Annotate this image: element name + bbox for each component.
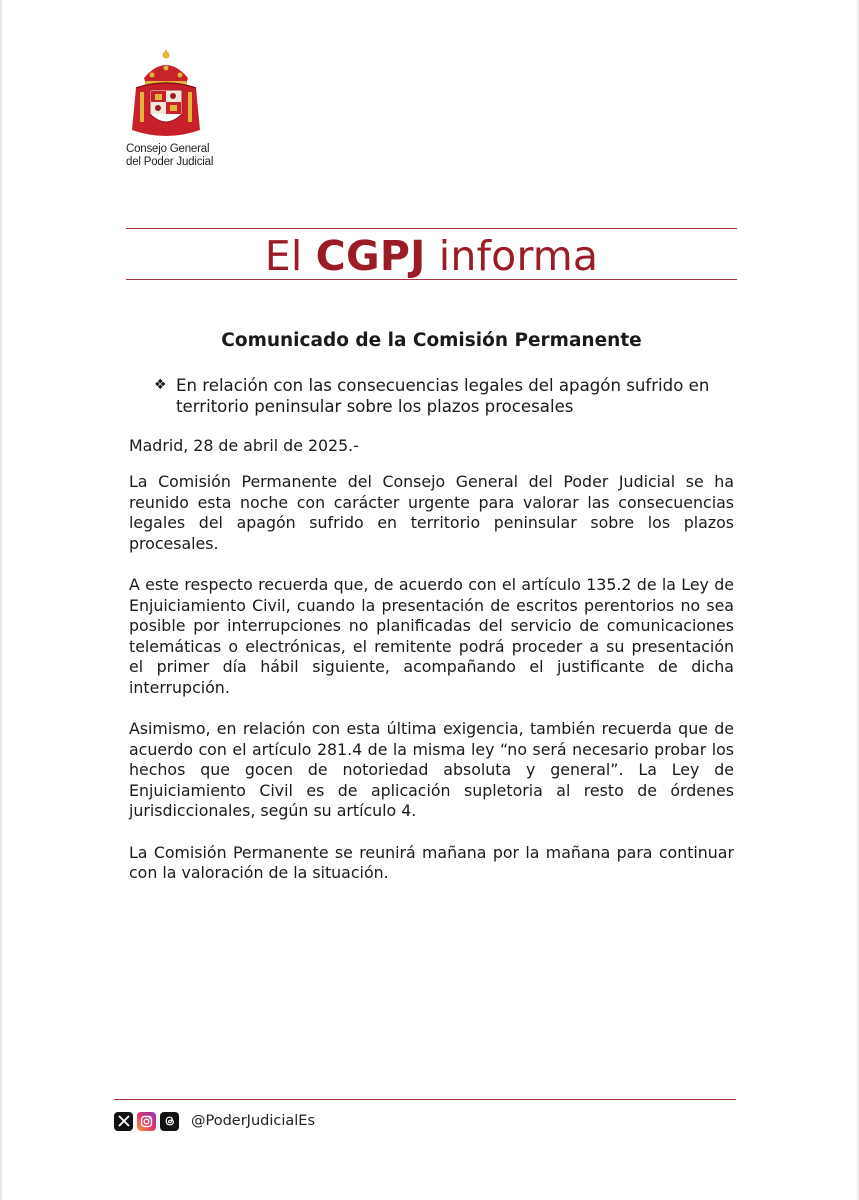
footer-rule <box>114 1099 736 1100</box>
paragraph: Asimismo, en relación con esta última exigencia, también recuerda que de acuerdo con el artículo 281.4 de la misma ley “no será necesario probar los hechos que gocen de notoriedad absoluta y general”. La Ley de Enjuiciamiento Civil es de aplicación supletoria al resto de órdenes jurisdiccionales, según su artículo 4. <box>129 719 734 820</box>
social-handle[interactable]: @PoderJudicialEs <box>191 1113 316 1129</box>
x-icon[interactable] <box>114 1112 133 1131</box>
diamond-bullet-icon: ❖ <box>154 377 167 393</box>
document-heading: Comunicado de la Comisión Permanente <box>221 330 642 351</box>
bullet-text: En relación con las consecuencias legales del apagón sufrido en territorio peninsular sobre los plazos procesales <box>176 376 710 416</box>
banner-suffix: informa <box>438 232 599 280</box>
organization-name <box>126 143 236 168</box>
threads-icon[interactable] <box>160 1112 179 1131</box>
organization-name-line1: Consejo General <box>126 143 210 155</box>
body-text <box>129 472 734 905</box>
banner-acronym: CGPJ <box>315 232 426 280</box>
banner-title <box>126 230 737 282</box>
instagram-icon[interactable] <box>137 1112 156 1131</box>
paragraph: A este respecto recuerda que, de acuerdo con el artículo 135.2 de la Ley de Enjuiciamiento Civil, cuando la presentación de escritos perentorios no sea posible por interrupciones no planificadas del servicio de comunicaciones telemáticas o electrónicas, el remitente podrá proceder a su presentación el primer día hábil siguiente, acompañando el justificante de dicha interrupción. <box>129 575 734 697</box>
banner-bottom-rule <box>126 279 737 280</box>
cgpj-logo <box>126 48 236 168</box>
coat-of-arms-icon <box>130 48 202 140</box>
organization-name-line2: del Poder Judicial <box>126 155 214 168</box>
date-line: Madrid, 28 de abril de 2025.- <box>129 436 359 455</box>
banner-top-rule <box>126 228 737 229</box>
bullet-item <box>154 375 744 417</box>
banner-prefix: El <box>264 232 303 280</box>
paragraph: La Comisión Permanente se reunirá mañana por la mañana para continuar con la valoración de la situación. <box>129 842 734 882</box>
footer <box>114 1110 315 1132</box>
paragraph: La Comisión Permanente del Consejo General del Poder Judicial se ha reunido esta noche con carácter urgente para valorar las consecuencias legales del apagón sufrido en territorio peninsular sobre los plazos procesales. <box>129 472 734 553</box>
